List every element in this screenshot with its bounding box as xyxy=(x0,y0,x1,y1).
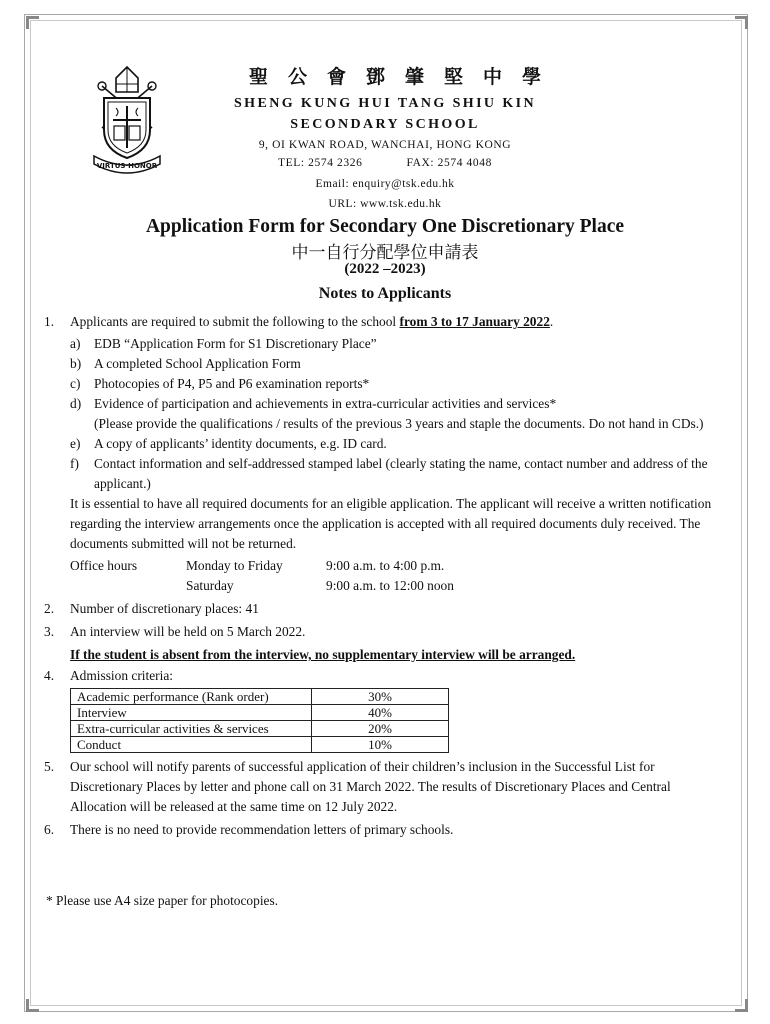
table-row xyxy=(71,721,449,737)
office-time: 9:00 a.m. to 12:00 noon xyxy=(326,578,454,593)
corner-ornament xyxy=(735,16,748,29)
note-item-1 xyxy=(44,312,724,596)
corner-ornament xyxy=(26,16,39,29)
note-period: . xyxy=(549,314,554,329)
document-item-d xyxy=(70,394,724,434)
note-number: 6. xyxy=(44,822,55,837)
document-item-e xyxy=(70,434,724,454)
school-chinese-name: 聖公會鄧肇堅中學 xyxy=(248,66,561,88)
submission-date-range: from 3 to 17 January 2022 xyxy=(399,314,550,329)
note-number: 5. xyxy=(44,759,55,774)
item-letter: f) xyxy=(70,456,79,471)
note-text: An interview will be held on 5 March 2022. xyxy=(70,624,306,639)
school-address: 9, OI KWAN ROAD, WANCHAI, HONG KONG xyxy=(258,139,512,151)
criterion-label: Conduct xyxy=(71,737,312,753)
document-item-b xyxy=(70,354,724,374)
school-url: URL: www.tsk.edu.hk xyxy=(328,198,442,210)
required-documents-list xyxy=(70,334,724,494)
corner-ornament xyxy=(26,999,39,1012)
item-letter: a) xyxy=(70,336,81,351)
item-text: Contact information and self-addressed stamped label (clearly stating the name, contact number and address of the applicant.) xyxy=(94,456,708,491)
school-email: Email: enquiry@tsk.edu.hk xyxy=(315,178,455,190)
form-title-chinese: 中一自行分配學位申請表 xyxy=(291,243,479,263)
note-item-3 xyxy=(44,622,724,665)
school-english-name-line1: SHENG KUNG HUI TANG SHIU KIN xyxy=(233,96,536,111)
note-number: 4. xyxy=(44,668,55,683)
essential-documents-statement: It is essential to have all required documents for an eligible application. The applicant will receive a written notification regarding the interview arrangements once the application is accepted with all required documents duly received. The documents submitted will not be returned. xyxy=(70,496,712,551)
crest-motto: VIRTUS·HONOR xyxy=(96,162,158,170)
table-row xyxy=(71,689,449,705)
school-english-name-line2: SECONDARY SCHOOL xyxy=(290,117,480,132)
office-day: Monday to Friday xyxy=(186,558,283,573)
absence-warning: If the student is absent from the interview, no supplementary interview will be arranged. xyxy=(70,647,576,662)
note-number: 2. xyxy=(44,601,55,616)
item-text: Photocopies of P4, P5 and P6 examination reports* xyxy=(94,376,370,391)
criterion-weight: 40% xyxy=(312,705,449,721)
document-item-a xyxy=(70,334,724,354)
note-item-2 xyxy=(44,599,724,619)
academic-year: (2022 –2023) xyxy=(344,261,426,277)
item-text: A copy of applicants’ identity documents, e.g. ID card. xyxy=(94,436,387,451)
item-letter: b) xyxy=(70,356,82,371)
notes-list xyxy=(44,312,724,840)
item-letter: d) xyxy=(70,396,82,411)
office-time: 9:00 a.m. to 4:00 p.m. xyxy=(326,558,445,573)
notes-heading: Notes to Applicants xyxy=(318,285,452,302)
item-letter: e) xyxy=(70,436,81,451)
admission-criteria-table xyxy=(70,688,449,753)
note-text: Number of discretionary places: 41 xyxy=(70,601,259,616)
document-item-f xyxy=(70,454,724,494)
office-hours xyxy=(70,556,724,596)
note-item-4 xyxy=(44,666,724,753)
telephone-number: TEL: 2574 2326 xyxy=(278,157,363,169)
note-text: Our school will notify parents of successful application of their children’s inclusion in the Successful List for Discretionary Places by letter and phone call on 31 March 2022. The results of Discretionary Places and Central Allocation will be released at the same time on 12 July 2022. xyxy=(70,759,671,814)
item-text: A completed School Application Form xyxy=(94,356,301,371)
office-day: Saturday xyxy=(186,578,234,593)
contact-phone-fax xyxy=(150,157,620,169)
criterion-weight: 20% xyxy=(312,721,449,737)
item-note: (Please provide the qualifications / results of the previous 3 years and staple the documents. Do not hand in CDs.) xyxy=(94,416,704,431)
criterion-label: Extra-curricular activities & services xyxy=(71,721,312,737)
note-item-5 xyxy=(44,757,724,817)
item-text: EDB “Application Form for S1 Discretionary Place” xyxy=(94,336,377,351)
criterion-label: Academic performance (Rank order) xyxy=(71,689,312,705)
footnote: * Please use A4 size paper for photocopies. xyxy=(46,893,279,908)
document-item-c xyxy=(70,374,724,394)
table-row xyxy=(71,705,449,721)
criterion-weight: 30% xyxy=(312,689,449,705)
form-title: Application Form for Secondary One Discretionary Place xyxy=(145,216,625,237)
table-row xyxy=(71,737,449,753)
note-text: Applicants are required to submit the following to the school xyxy=(70,314,400,329)
item-letter: c) xyxy=(70,376,81,391)
note-number: 1. xyxy=(44,314,55,329)
note-text: Admission criteria: xyxy=(70,668,174,683)
corner-ornament xyxy=(735,999,748,1012)
item-text: Evidence of participation and achievements in extra-curricular activities and services* xyxy=(94,396,557,411)
criterion-weight: 10% xyxy=(312,737,449,753)
note-item-6 xyxy=(44,820,724,840)
criterion-label: Interview xyxy=(71,705,312,721)
office-hours-label: Office hours xyxy=(70,558,138,573)
fax-number: FAX: 2574 4048 xyxy=(406,157,492,169)
note-text: There is no need to provide recommendation letters of primary schools. xyxy=(70,822,454,837)
note-number: 3. xyxy=(44,624,55,639)
